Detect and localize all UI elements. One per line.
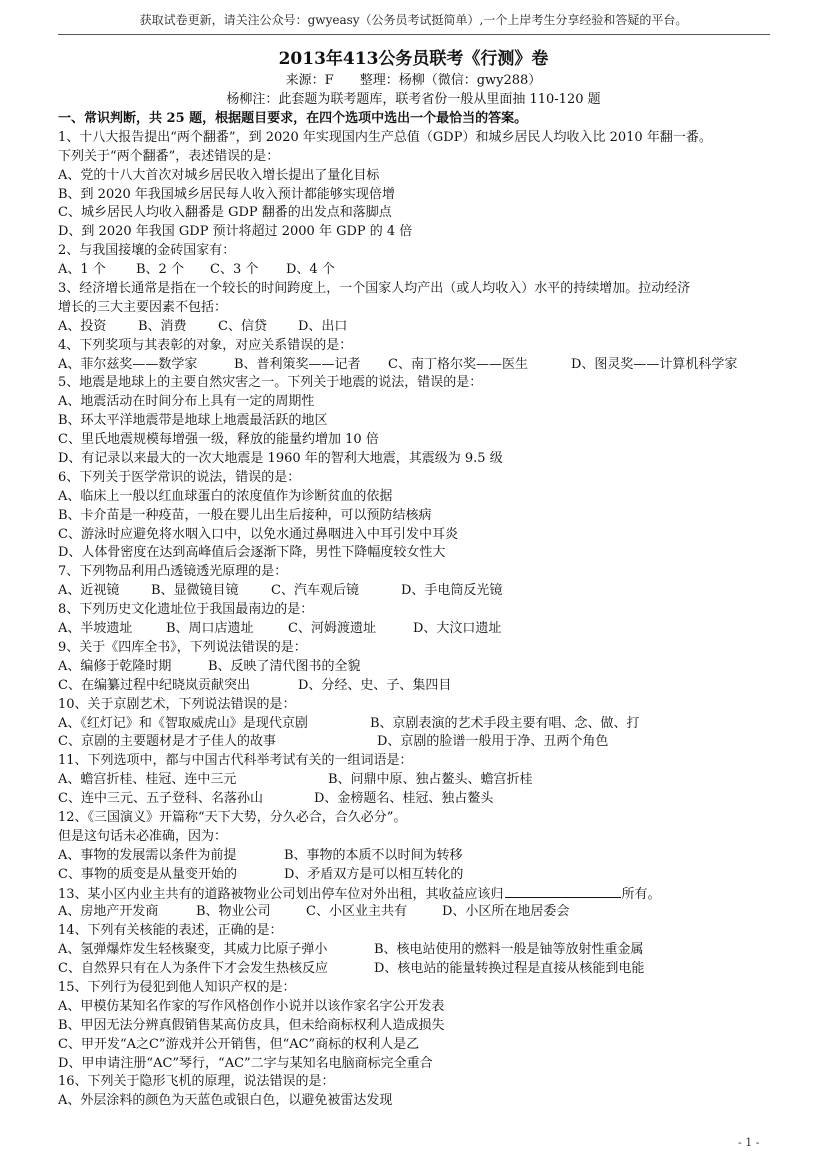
option: C、汽车观后镜 bbox=[271, 583, 359, 599]
option-row bbox=[58, 847, 770, 866]
document-title: 2013年413公务员联考《行测》卷 bbox=[278, 49, 549, 69]
question-stem: 15、下列行为侵犯到他人知识产权的是： bbox=[58, 979, 296, 995]
answer-blank bbox=[505, 885, 621, 898]
option: A、氢弹爆炸发生轻核聚变，其威力比原子弹小 bbox=[58, 942, 328, 958]
option: B、消费 bbox=[138, 318, 187, 334]
option-row bbox=[58, 733, 770, 752]
option: A、房地产开发商 bbox=[58, 904, 159, 920]
question-stem bbox=[58, 885, 770, 904]
question-stem: 14、下列有关核能的表述，正确的是： bbox=[58, 923, 283, 939]
option: C、甲开发“A之C”游戏并公开销售，但“AC”商标的权利人是乙 bbox=[58, 1036, 420, 1052]
option: D、甲申请注册“AC”琴行，“AC”二字与某知名电脑商标完全重合 bbox=[58, 1055, 433, 1071]
option-row bbox=[58, 903, 770, 922]
option-row bbox=[58, 677, 770, 696]
question-stem: 但是这句话未必准确，因为： bbox=[58, 828, 228, 844]
option: C、3 个 bbox=[210, 262, 259, 278]
option: D、矛盾双方是可以相互转化的 bbox=[284, 866, 464, 882]
option: A、外层涂料的颜色为天蓝色或银白色，以避免被雷达发现 bbox=[58, 1093, 393, 1109]
question-list bbox=[58, 110, 770, 1111]
option: D、金榜题名、桂冠、独占鳌头 bbox=[314, 791, 494, 807]
option: A、编修于乾隆时期 bbox=[58, 658, 172, 674]
option: B、反映了清代图书的全貌 bbox=[208, 658, 361, 674]
option: B、卡介苗是一种疫苗，一般在婴儿出生后接种，可以预防结核病 bbox=[58, 507, 432, 523]
option-row bbox=[58, 620, 770, 639]
question-stem: 4、下列奖项与其表彰的对象，对应关系错误的是： bbox=[58, 337, 353, 353]
document-source: 来源：F 整理：杨柳（微信：gwy288） bbox=[285, 73, 542, 88]
question-stem: 7、下列物品利用凸透镜透光原理的是： bbox=[58, 564, 288, 580]
option: B、周口店遗址 bbox=[166, 621, 254, 637]
option-row bbox=[58, 790, 770, 809]
option: B、甲因无法分辨真假销售某高仿皮具，但未给商标权利人造成损失 bbox=[58, 1017, 445, 1033]
option: C、游泳时应避免将水咽入口中，以免水通过鼻咽进入中耳引发中耳炎 bbox=[58, 526, 458, 542]
option: A、半坡遗址 bbox=[58, 621, 133, 637]
option: B、2 个 bbox=[136, 262, 184, 278]
option: B、到 2020 年我国城乡居民每人收入预计都能够实现倍增 bbox=[58, 186, 395, 202]
question-stem: 3、经济增长通常是指在一个较长的时间跨度上，一个国家人均产出（或人均收入）水平的持续增加。拉动经济 bbox=[58, 281, 691, 297]
option: A、事物的发展需以条件为前提 bbox=[58, 847, 237, 863]
question-stem: 5、地震是地球上的主要自然灾害之一。下列关于地震的说法，错误的是： bbox=[58, 375, 483, 391]
option: A、投资 bbox=[58, 318, 107, 334]
option: A、1 个 bbox=[58, 262, 106, 278]
option: C、信贷 bbox=[218, 318, 267, 334]
option: C、自然界只有在人为条件下才会发生热核反应 bbox=[58, 961, 328, 977]
option-row bbox=[58, 582, 770, 601]
section-heading: 一、常识判断，共 25 题，根据题目要求，在四个选项中选出一个最恰当的答案。 bbox=[58, 111, 528, 126]
option: C、小区业主共有 bbox=[306, 904, 407, 920]
option: A、菲尔兹奖——数学家 bbox=[58, 356, 198, 372]
option: B、核电站使用的燃料一般是铀等放射性重金属 bbox=[374, 942, 644, 958]
option: D、京剧的脸谱一般用于净、丑两个角色 bbox=[377, 734, 609, 750]
question-stem: 下列关于“两个翻番”，表述错误的是： bbox=[58, 148, 280, 164]
question-stem: 增长的三大主要因素不包括： bbox=[58, 299, 228, 315]
question-stem: 9、关于《四库全书》，下列说法错误的是： bbox=[58, 639, 307, 655]
question-stem: 12、《三国演义》开篇称“天下大势，分久必合，合久必分”。 bbox=[58, 809, 407, 825]
option: A、《红灯记》和《智取威虎山》是现代京剧 bbox=[58, 715, 308, 731]
document-note: 杨柳注：此套题为联考题库，联考省份一般从里面抽 110-120 题 bbox=[226, 92, 601, 107]
option: D、手电筒反光镜 bbox=[401, 583, 503, 599]
question-stem: 16、下列关于隐形飞机的原理，说法错误的是： bbox=[58, 1074, 335, 1090]
option-row bbox=[58, 866, 770, 885]
option: D、有记录以来最大的一次大地震是 1960 年的智利大地震，其震级为 9.5 级 bbox=[58, 451, 503, 467]
option-row bbox=[58, 658, 770, 677]
option: B、物业公司 bbox=[196, 904, 271, 920]
page-number: - 1 - bbox=[738, 1136, 760, 1149]
option: D、核电站的能量转换过程是直接从核能到电能 bbox=[374, 961, 645, 977]
question-stem-text: 所有。 bbox=[621, 886, 661, 902]
option: C、里氏地震规模每增强一级，释放的能量约增加 10 倍 bbox=[58, 432, 379, 448]
option: B、问鼎中原、独占鳌头、蟾宫折桂 bbox=[328, 772, 533, 788]
option: C、事物的质变是从量变开始的 bbox=[58, 866, 237, 882]
option: B、京剧表演的艺术手段主要有唱、念、做、打 bbox=[370, 715, 640, 731]
page-header: 获取试卷更新，请关注公众号：gwyeasy（公务员考试挺简单）,一个上岸考生分享经验和答疑的平台。 bbox=[139, 13, 688, 27]
option: A、临床上一般以红血球蛋白的浓度值作为诊断贫血的依据 bbox=[58, 488, 393, 504]
question-stem: 11、下列选项中，都与中国古代科举考试有关的一组词语是： bbox=[58, 753, 413, 769]
option: D、分经、史、子、集四目 bbox=[298, 677, 452, 693]
option: A、蟾宫折桂、桂冠、连中三元 bbox=[58, 772, 237, 788]
option: A、甲模仿某知名作家的写作风格创作小说并以该作家名字公开发表 bbox=[58, 998, 445, 1014]
option-row bbox=[58, 261, 770, 280]
option: B、显微镜目镜 bbox=[151, 583, 239, 599]
option-row bbox=[58, 960, 770, 979]
option: D、人体骨密度在达到高峰值后会逐渐下降，男性下降幅度较女性大 bbox=[58, 545, 446, 561]
option-row bbox=[58, 941, 770, 960]
option: C、城乡居民人均收入翻番是 GDP 翻番的出发点和落脚点 bbox=[58, 205, 392, 221]
question-stem-text: 13、某小区内业主共有的道路被物业公司划出停车位对外出租，其收益应该归 bbox=[58, 886, 504, 902]
option: D、到 2020 年我国 GDP 预计将超过 2000 年 GDP 的 4 倍 bbox=[58, 224, 413, 240]
option: B、事物的本质不以时间为转移 bbox=[284, 847, 463, 863]
option: C、京剧的主要题材是才子佳人的故事 bbox=[58, 734, 276, 750]
question-stem: 8、下列历史文化遗址位于我国最南边的是： bbox=[58, 602, 314, 618]
option: A、地震活动在时间分布上具有一定的周期性 bbox=[58, 394, 315, 410]
option: D、大汶口遗址 bbox=[413, 621, 502, 637]
option: A、党的十八大首次对城乡居民收入增长提出了量化目标 bbox=[58, 167, 380, 183]
option: C、在编纂过程中纪晓岚贡献突出 bbox=[58, 677, 250, 693]
option: B、环太平洋地震带是地球上地震最活跃的地区 bbox=[58, 413, 328, 429]
option: D、出口 bbox=[298, 318, 348, 334]
option: B、普利策奖——记者 bbox=[234, 356, 361, 372]
option: C、连中三元、五子登科、名落孙山 bbox=[58, 791, 263, 807]
header-divider bbox=[58, 34, 770, 35]
option: C、南丁格尔奖——医生 bbox=[388, 356, 528, 372]
option: D、4 个 bbox=[286, 262, 335, 278]
option-row bbox=[58, 771, 770, 790]
question-stem: 1、十八大报告提出“两个翻番”，到 2020 年实现国内生产总值（GDP）和城乡居民人均收入比 2010 年翻一番。 bbox=[58, 129, 712, 145]
option: C、河姆渡遗址 bbox=[288, 621, 376, 637]
question-stem: 6、下列关于医学常识的说法，错误的是： bbox=[58, 469, 301, 485]
option-row bbox=[58, 356, 770, 375]
question-stem: 10、关于京剧艺术，下列说法错误的是： bbox=[58, 696, 296, 712]
question-stem: 2、与我国接壤的金砖国家有： bbox=[58, 243, 236, 259]
option: A、近视镜 bbox=[58, 583, 120, 599]
option-row bbox=[58, 318, 770, 337]
option-row bbox=[58, 715, 770, 734]
option: D、图灵奖——计算机科学家 bbox=[571, 356, 738, 372]
option: D、小区所在地居委会 bbox=[442, 904, 570, 920]
